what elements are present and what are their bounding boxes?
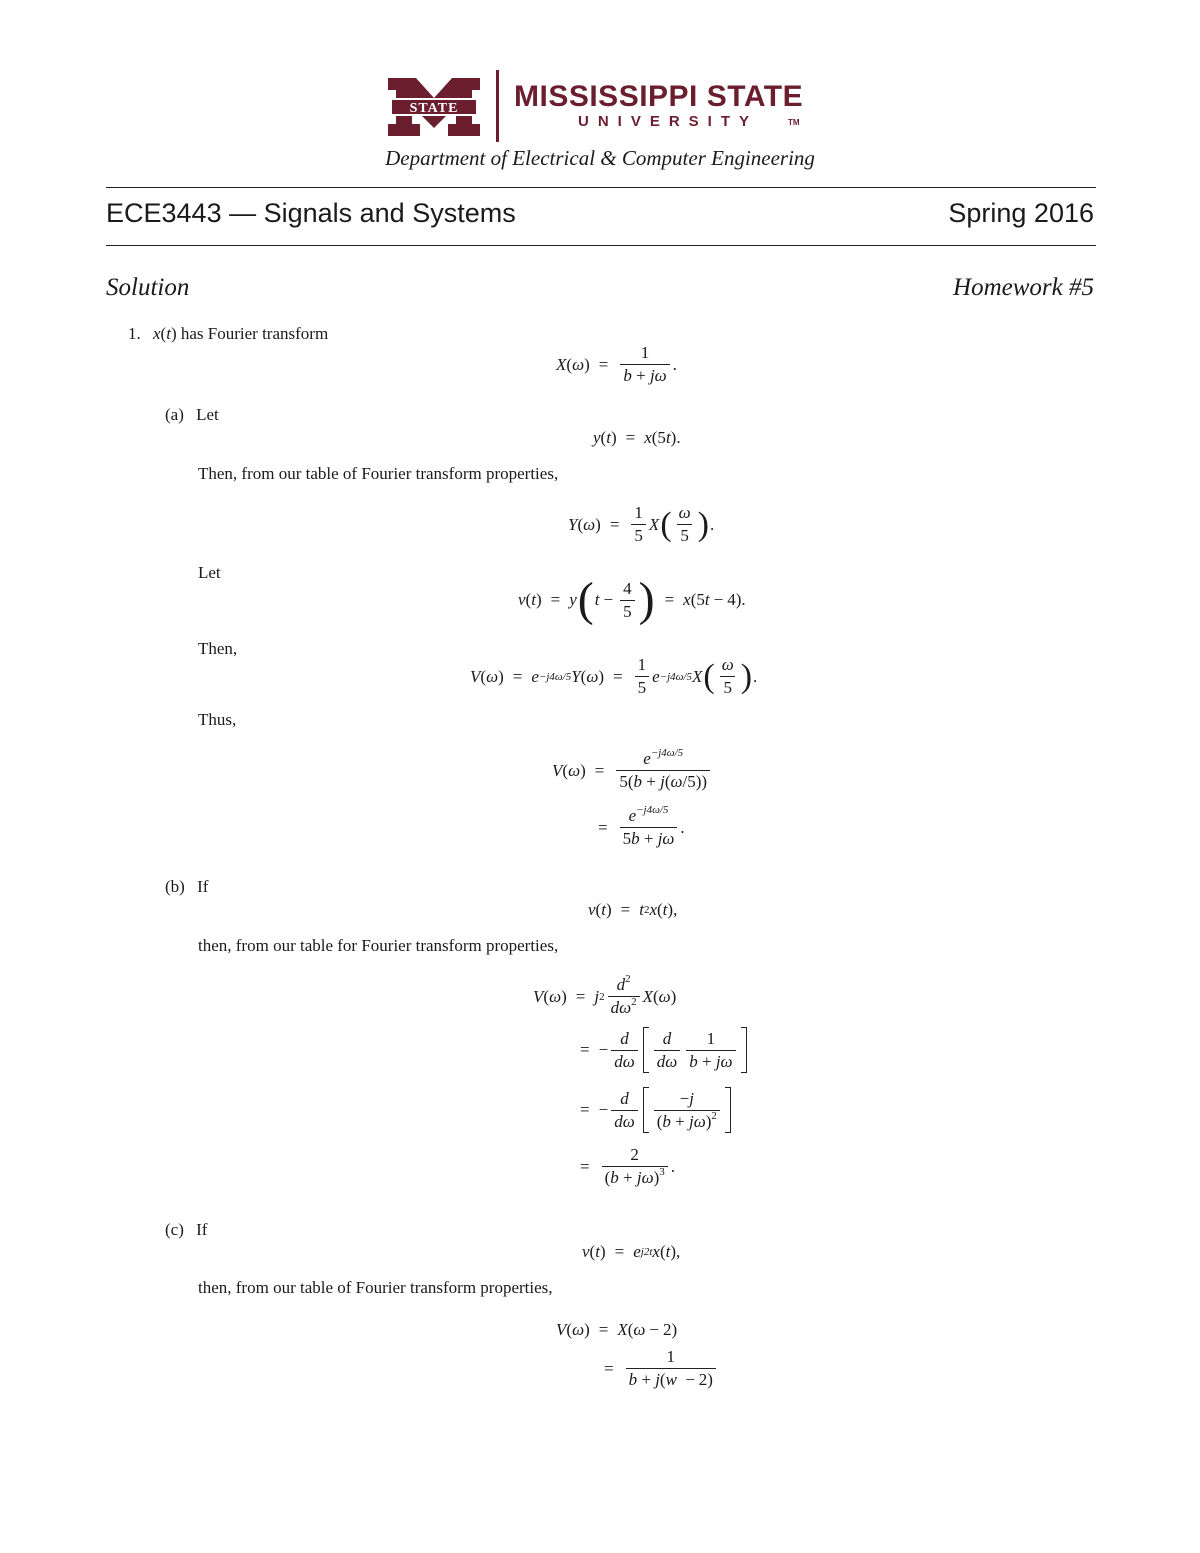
part-b-marker: (b)	[165, 877, 185, 896]
part-a-marker: (a)	[165, 405, 184, 424]
part-b-if: If	[197, 877, 209, 896]
problem-signal-name: x	[153, 324, 161, 343]
problem-number: 1. x(t) has Fourier transform	[128, 324, 329, 343]
part-c-label	[165, 1220, 207, 1240]
part-c-if: If	[196, 1220, 208, 1239]
equation-v-def-c: v ( t ) = e j2t x ( t ),	[582, 1242, 681, 1261]
equation-v-result-a-line2: = $\frac{e^{-j4\omega/5}}{5b + j\omega}$ .	[598, 804, 685, 848]
equation-v-transform-b-line3: = − $\frac{d}{d\omega}$ $\frac{-j}{(b + j\omega)^2}$	[580, 1087, 733, 1133]
homework-number: Homework #5	[953, 274, 1094, 301]
equation-v-result-a-line1: V ( ω ) = $\frac{e^{-j4\omega/5}}{5(b + j(\omega/5))}$	[552, 750, 713, 791]
part-a-then2-text: Then,	[198, 639, 238, 658]
department-name: Department of Electrical & Computer Engineering	[385, 146, 815, 170]
course-title: ECE3443 — Signals and Systems	[106, 198, 516, 228]
term-label: Spring 2016	[948, 198, 1094, 228]
equation-v-def-a: v ( t ) = y ( t − $\frac{4}{5}$ ) = x (5 t − 4).	[518, 573, 746, 626]
university-name: MISSISSIPPI STATE	[514, 80, 804, 113]
equation-v-transform-b-line1: V ( ω ) = j 2 $\frac{d^2}{d\omega^2}$ X ( ω )	[533, 973, 677, 1017]
part-b-label	[165, 877, 208, 897]
university-subtitle: UNIVERSITY	[578, 113, 759, 130]
part-a-label	[165, 405, 219, 425]
equation-v-transform-b-line4: = $\frac{2}{(b + j\omega)^3}$ .	[580, 1145, 676, 1187]
equation-v-transform-b-line2: = − $\frac{d}{d\omega}$ $\frac{d}{d\omega}$ $\frac{1}{b + j\omega}$	[580, 1027, 749, 1073]
equation-v-transform-c-line1: V ( ω ) = X ( ω − 2)	[556, 1320, 678, 1339]
part-a-let2-text: Let	[198, 563, 221, 582]
equation-y-def: y ( t ) = x (5 t ).	[593, 428, 681, 447]
equation-v-transform-c-line2: = $\frac{1}{b + j(w - 2)}$	[604, 1348, 719, 1389]
equation-x-transform: X ( ω ) = $\frac{1}{b + j\omega}$ .	[556, 343, 677, 385]
equation-v-transform-a: V ( ω ) = e −j4ω/5 Y ( ω ) = $\frac{1}{5}$ e −j4ω/5 X ( $\frac{\omega}{5}$ ) .	[470, 655, 758, 697]
problem-intro: has Fourier transform	[180, 324, 329, 343]
problem-number-label: 1.	[128, 324, 141, 343]
university-logo-mark	[386, 76, 482, 138]
part-b-then-text: then, from our table for Fourier transform properties,	[198, 936, 559, 955]
logo-divider	[496, 70, 499, 142]
part-a-thus-text: Thus,	[198, 710, 237, 729]
header-rule-top	[106, 187, 1096, 188]
part-a-then-text: Then, from our table of Fourier transform properties,	[198, 464, 559, 483]
part-c-then-text: then, from our table of Fourier transform properties,	[198, 1278, 553, 1297]
document-type: Solution	[106, 274, 190, 301]
equation-v-def-b: v ( t ) = t 2 x ( t ),	[588, 900, 678, 919]
logo-mark-text: STATE	[409, 101, 459, 116]
part-a-let: Let	[196, 405, 219, 424]
trademark-mark: TM	[788, 118, 800, 127]
equation-y-transform: Y ( ω ) = $\frac{1}{5}$ X ( $\frac{\omega}{5}$ ) .	[568, 503, 715, 545]
header-rule-bottom	[106, 245, 1096, 246]
part-c-marker: (c)	[165, 1220, 184, 1239]
